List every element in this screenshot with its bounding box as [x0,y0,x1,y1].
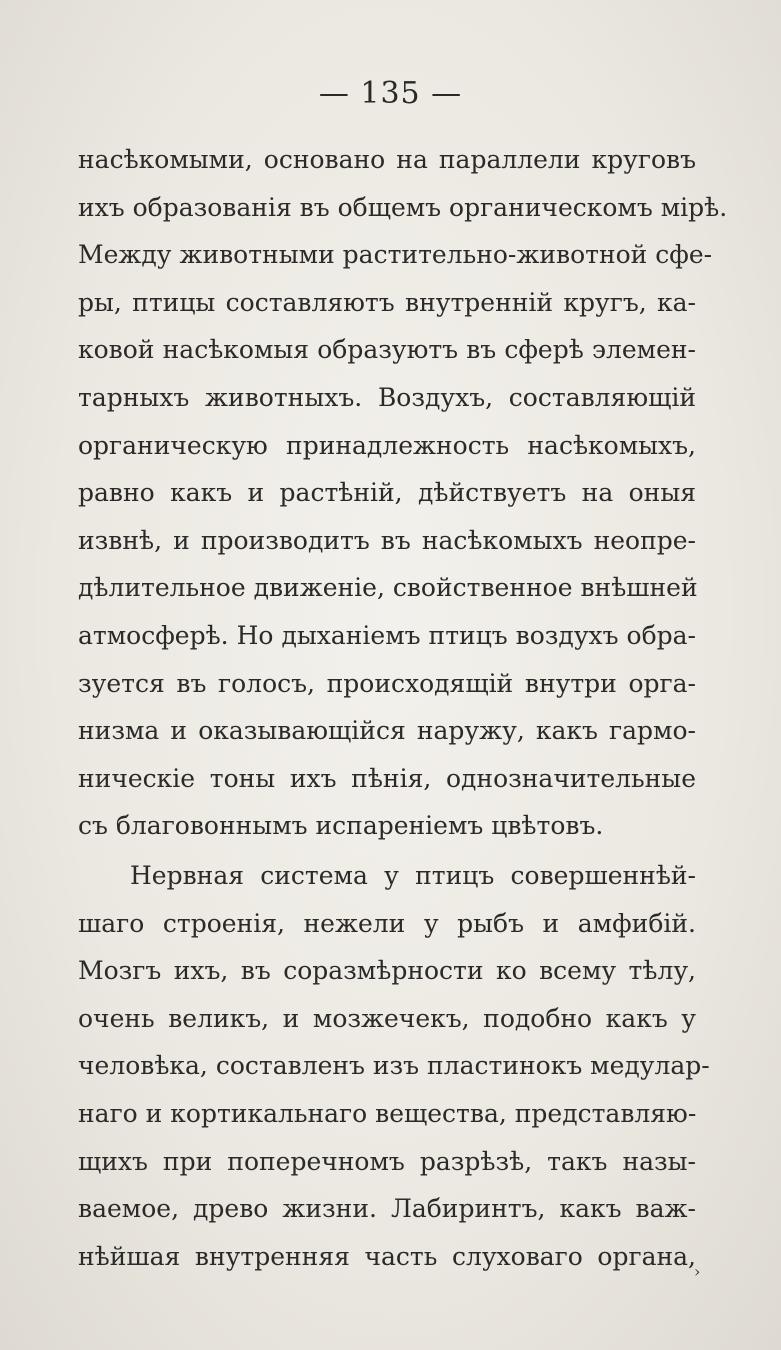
text-line: съ благовоннымъ испареніемъ цвѣтовъ. [78,811,604,841]
text-line: человѣка, составленъ изъ пластинокъ медулар- [78,1051,710,1081]
paragraph-2 [78,852,710,1280]
text-line: Между животными растительно-животной сфе- [78,240,713,270]
text-line: извнѣ, и производитъ въ насѣкомыхъ неопре- [78,525,696,555]
text-line: нѣйшая внутренняя часть слуховаго органа, [78,1241,696,1271]
text-line: тарныхъ животныхъ. Воздухъ, составляющій [78,382,696,412]
text-line: ническіе тоны ихъ пѣнія, однозначительные [78,763,696,793]
paragraph-1 [78,136,728,850]
text-line: Нервная система у птицъ совершеннѣй- [130,861,696,890]
page-number: — 135 — [318,76,463,111]
text-line: наго и кортикальнаго вещества, представляю- [78,1098,697,1128]
text-line: дѣлительное движеніе, свойственное внѣшней [78,573,698,603]
text-line: низма и оказывающійся наружу, какъ гармо- [78,716,696,746]
text-line: шаго строенія, нежели у рыбъ и амфибій. [78,908,696,938]
text-line: ковой насѣкомыя образуютъ въ сферѣ элемен- [78,335,696,365]
text-line: ваемое, древо жизни. Лабиринтъ, какъ важ- [78,1194,696,1224]
text-line: ры, птицы составляютъ внутренній кругъ, ка- [78,287,696,317]
text-line: атмосферѣ. Но дыханіемъ птицъ воздухъ обра- [78,620,696,650]
catchword-mark: › [694,1262,701,1281]
text-line: ихъ образованія въ общемъ органическомъ мірѣ. [78,192,728,222]
text-line: органическую принадлежность насѣкомыхъ, [78,430,696,460]
text-line: зуется въ голосъ, происходящій внутри орга- [78,668,696,698]
text-line: равно какъ и растѣній, дѣйствуетъ на оныя [78,478,696,508]
text-line: насѣкомыми, основано на параллели круговъ [78,145,696,174]
text-line: Мозгъ ихъ, въ соразмѣрности ко всему тѣлу, [78,956,696,986]
text-line: очень великъ, и мозжечекъ, подобно какъ у [78,1003,696,1033]
text-line: щихъ при поперечномъ разрѣзѣ, такъ назы- [78,1146,696,1176]
